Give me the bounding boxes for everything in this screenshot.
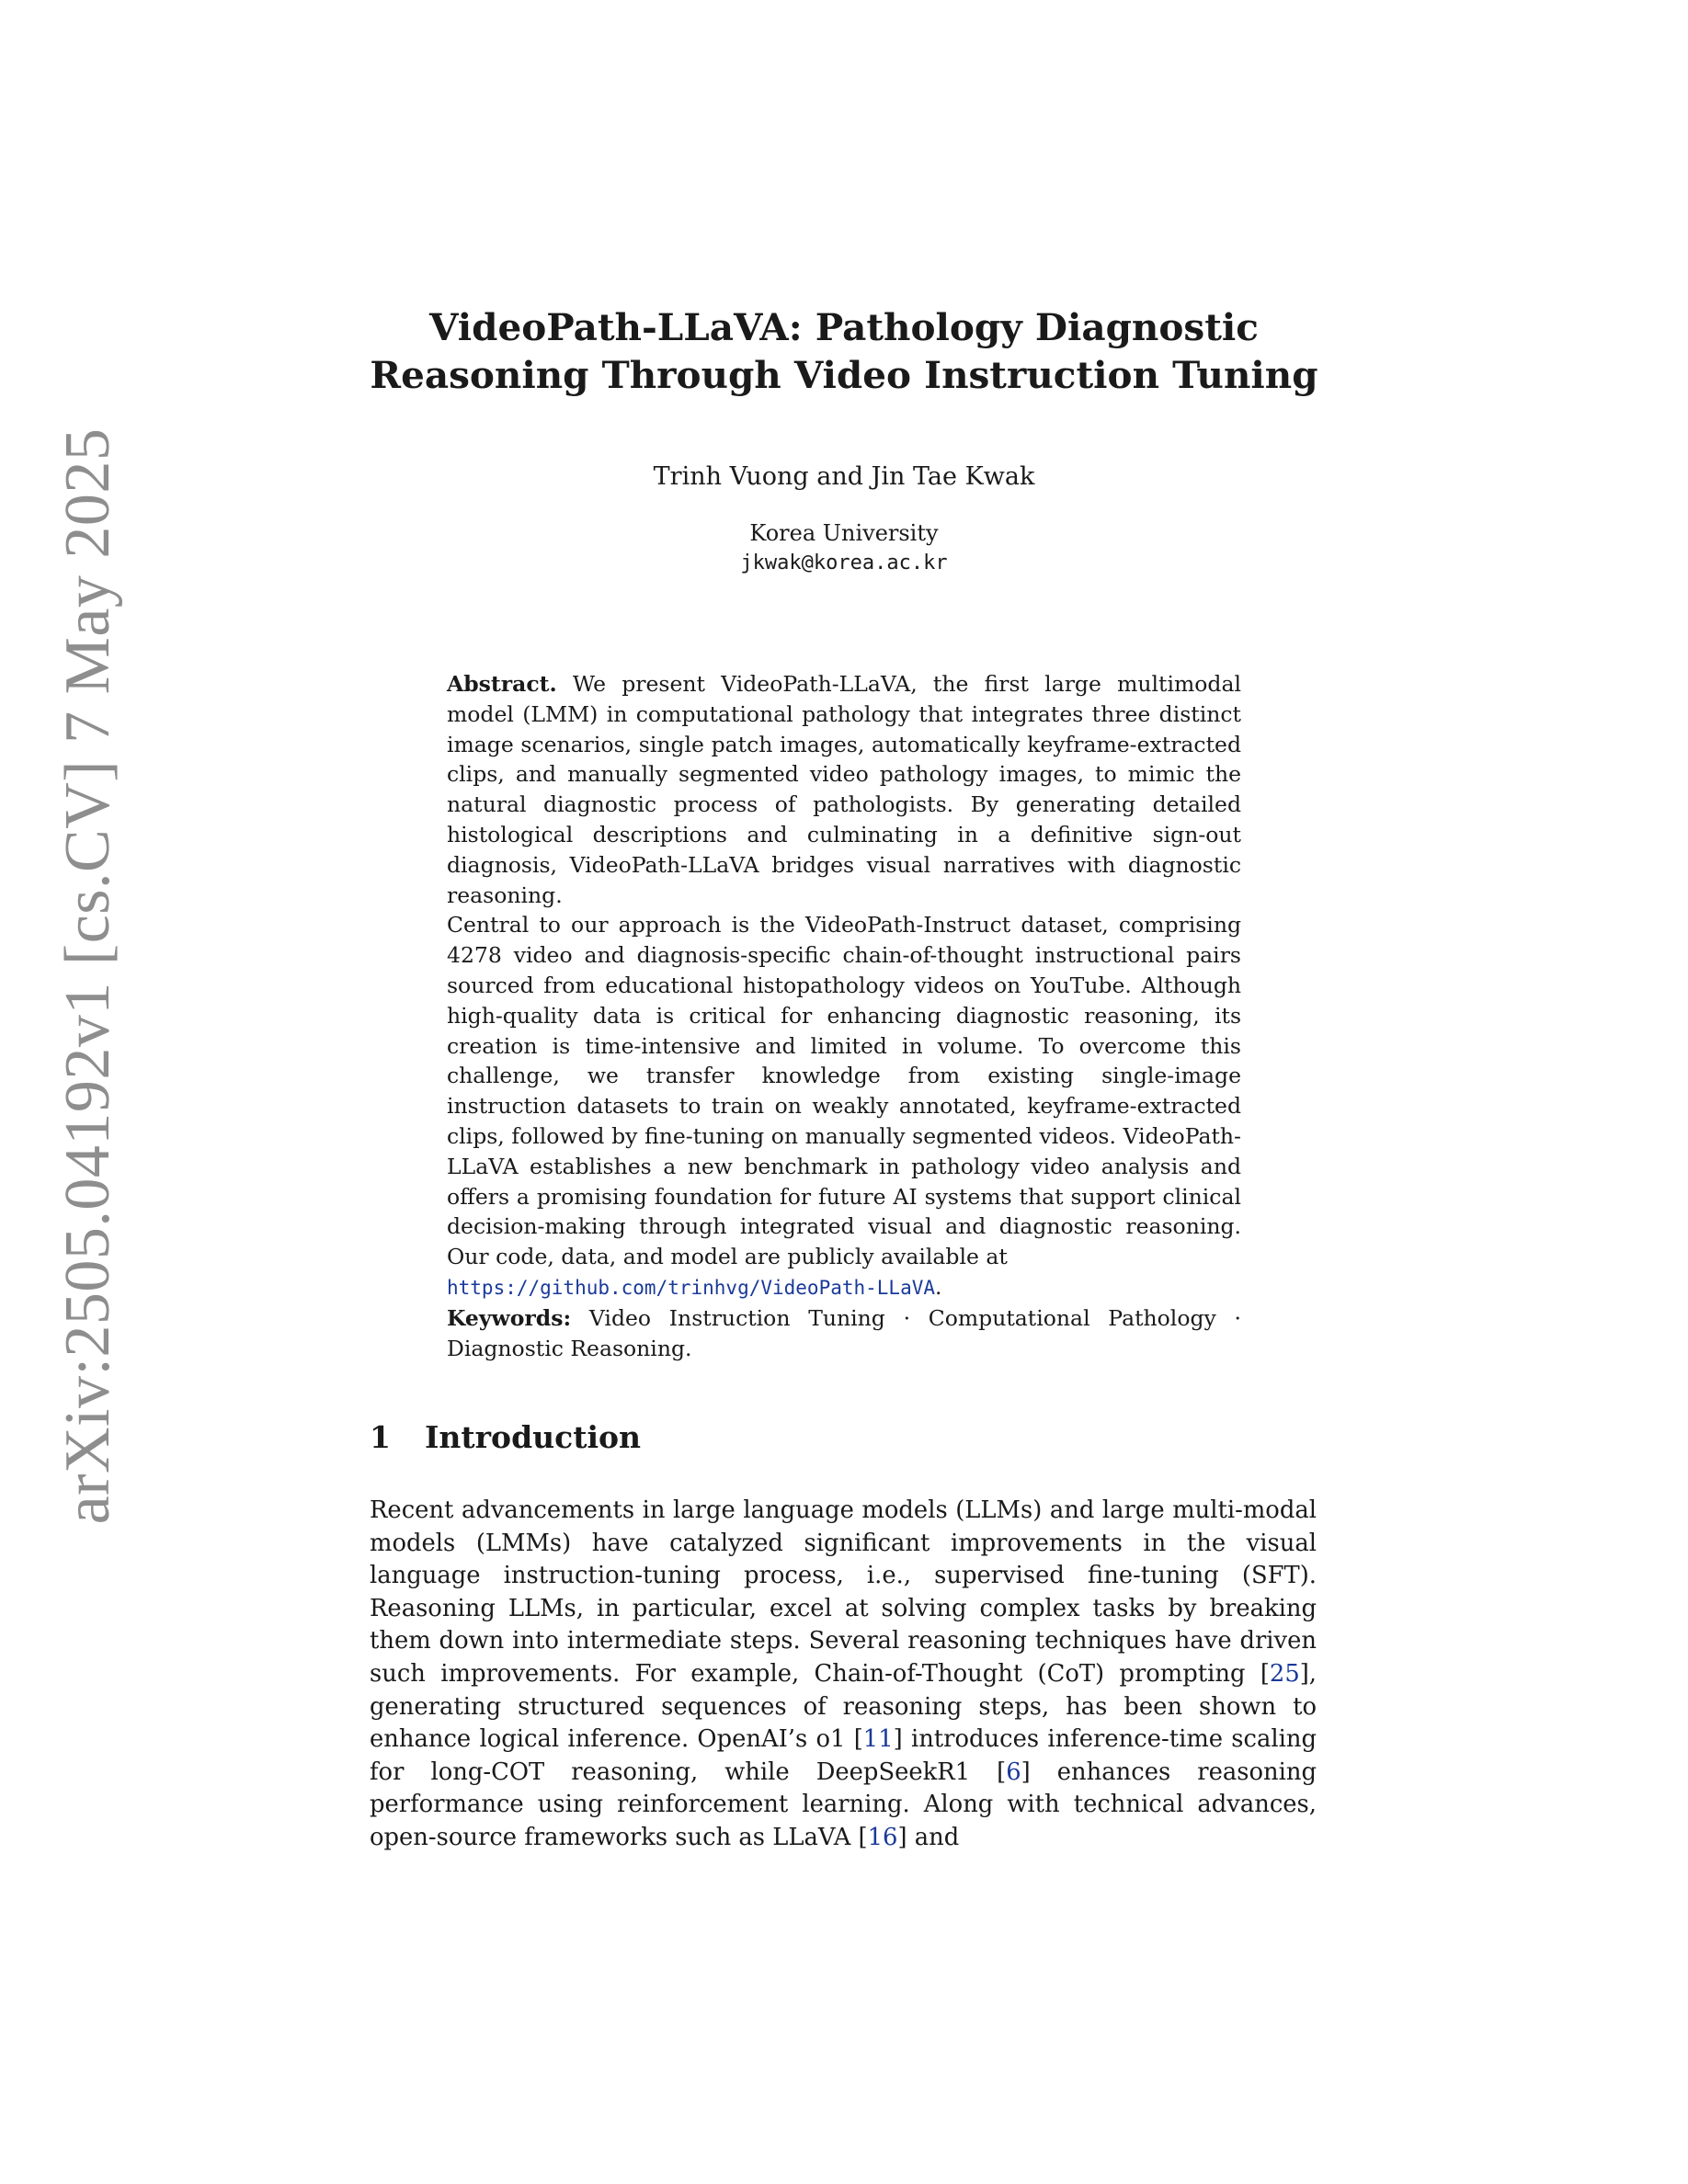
intro-paragraph xyxy=(370,1495,1317,1855)
abstract-url-line xyxy=(447,1272,1241,1303)
authors: Trinh Vuong and Jin Tae Kwak xyxy=(653,462,1035,491)
keywords xyxy=(447,1303,1241,1364)
abstract-text-2: Central to our approach is the VideoPath-Instruct dataset, comprising 4278 video and diagnosis-specific chain-of-thought instructional pairs sourced from educational histopathology videos on YouTube. Although high-quality data is critical for enhancing diagnostic reasoning, its creation is time-intensive and limited in volume. To overcome this challenge, we transfer knowledge from existing single-image instruction datasets to train on weakly annotated, keyframe-extracted clips, followed by fine-tuning on manually segmented videos. VideoPath-LLaVA establishes a new benchmark in pathology video analysis and offers a promising foundation for future AI systems that support clinical decision-making through integrated visual and diagnostic reasoning. Our code, data, and model are publicly available at xyxy=(447,912,1241,1270)
abstract-paragraph-2 xyxy=(447,910,1241,1302)
keywords-text: Video Instruction Tuning · Computational Pathology · Diagnostic Reasoning. xyxy=(447,1305,1241,1361)
citation-25[interactable]: 25 xyxy=(1269,1659,1300,1688)
abstract xyxy=(447,669,1241,1303)
github-link-text[interactable]: https://github.com/trinhvg/VideoPath-LLaVA xyxy=(447,1276,936,1299)
keywords-label: Keywords: xyxy=(447,1305,572,1331)
intro-text-2: ], generating structured sequences of reasoning steps, has been shown to enhance logical inference. OpenAI’s o1 [ xyxy=(370,1659,1317,1754)
abstract-paragraph-1 xyxy=(447,669,1241,910)
abstract-label: Abstract. xyxy=(447,671,557,697)
section-title: Introduction xyxy=(425,1419,642,1455)
citation-6[interactable]: 6 xyxy=(1006,1757,1021,1786)
citation-16[interactable]: 16 xyxy=(867,1823,898,1851)
abstract-text-1: We present VideoPath-LLaVA, the first large multimodal model (LMM) in computational pathology that integrates three distinct image scenarios, single patch images, automatically keyframe-extracted clips, and manually segmented video pathology images, to mimic the natural diagnostic process of pathologists. By generating detailed histological descriptions and culminating in a definitive sign-out diagnosis, VideoPath-LLaVA bridges visual narratives with diagnostic reasoning. xyxy=(447,671,1241,908)
paper-title xyxy=(349,303,1339,399)
email[interactable]: jkwak@korea.ac.kr xyxy=(740,552,948,574)
section-number: 1 xyxy=(370,1419,391,1455)
section-heading xyxy=(370,1419,641,1455)
intro-text-4: ] enhances reasoning performance using reinforcement learning. Along with technical advances, open-source frameworks such as LLaVA [ xyxy=(370,1757,1317,1851)
intro-text-3: ] introduces inference-time scaling for long-COT reasoning, while DeepSeekR1 [ xyxy=(370,1725,1317,1786)
citation-11[interactable]: 11 xyxy=(862,1725,894,1754)
title-line-1: VideoPath-LLaVA: Pathology Diagnostic xyxy=(429,305,1259,349)
url-period: . xyxy=(935,1273,942,1300)
intro-text-5: ] and xyxy=(897,1823,960,1851)
github-link[interactable] xyxy=(447,1272,1241,1303)
affiliation: Korea University xyxy=(749,520,939,546)
intro-text-1: Recent advancements in large language models (LLMs) and large multi-modal models (LMMs) have catalyzed significant improvements in the visual language instruction-tuning process, i.e., supervised fine-tuning (SFT). Reasoning LLMs, in particular, excel at solving complex tasks by breaking them down into intermediate steps. Several reasoning techniques have driven such improvements. For example, Chain-of-Thought (CoT) prompting [ xyxy=(370,1496,1317,1688)
title-line-2: Reasoning Through Video Instruction Tuning xyxy=(370,353,1318,397)
arxiv-stamp: arXiv:2505.04192v1 [cs.CV] 7 May 2025 xyxy=(52,427,123,1525)
